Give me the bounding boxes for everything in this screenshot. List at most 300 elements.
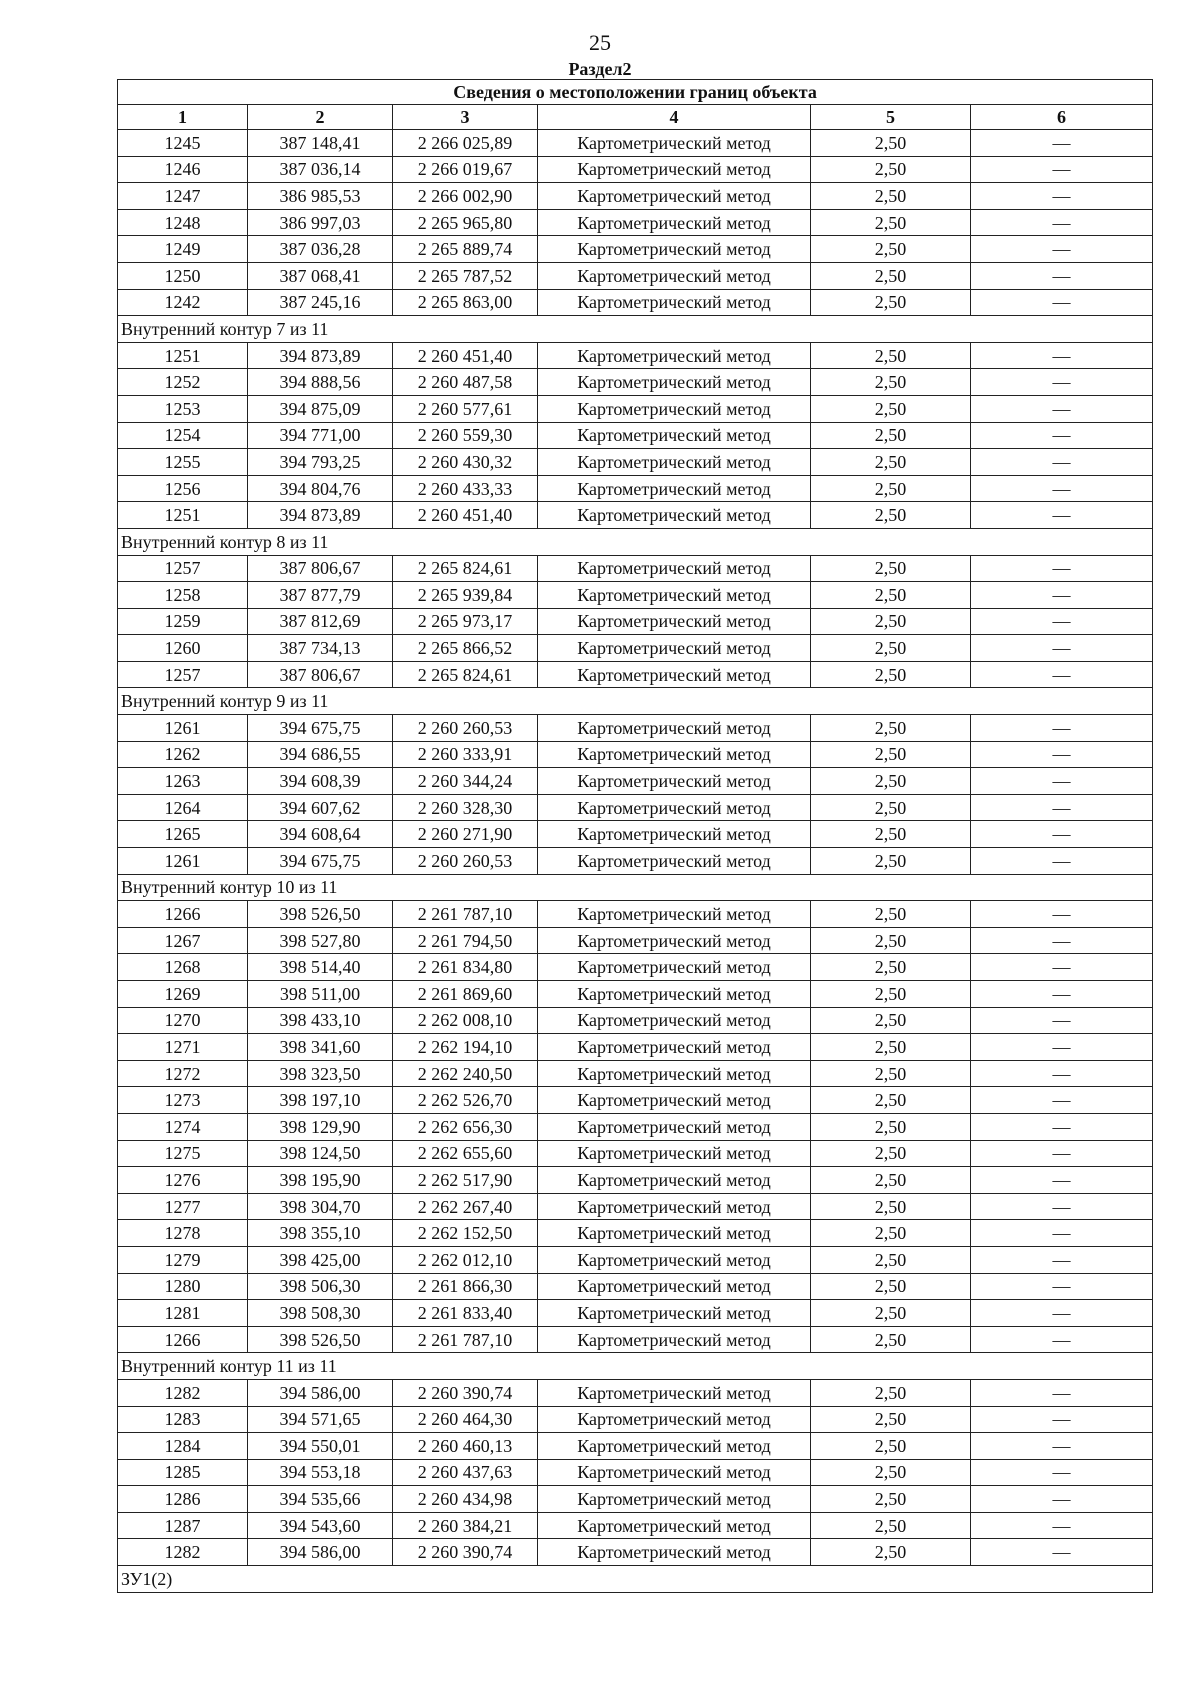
accuracy-cell: 2,50: [811, 821, 971, 848]
point-number-cell: 1250: [118, 262, 248, 289]
description-cell: —: [971, 1060, 1153, 1087]
table-row: [118, 502, 1153, 529]
table-row: [118, 794, 1153, 821]
method-cell: Картометрический метод: [538, 741, 811, 768]
accuracy-cell: 2,50: [811, 502, 971, 529]
method-cell: Картометрический метод: [538, 794, 811, 821]
coordinate-y-cell: 2 260 433,33: [393, 475, 538, 502]
description-cell: —: [971, 981, 1153, 1008]
description-cell: —: [971, 1113, 1153, 1140]
accuracy-cell: 2,50: [811, 156, 971, 183]
coordinate-y-cell: 2 260 271,90: [393, 821, 538, 848]
accuracy-cell: 2,50: [811, 1273, 971, 1300]
table-row: [118, 1246, 1153, 1273]
coordinate-y-cell: 2 265 787,52: [393, 262, 538, 289]
coordinate-x-cell: 394 675,75: [248, 715, 393, 742]
point-number-cell: 1247: [118, 183, 248, 210]
contour-label: Внутренний контур 7 из 11: [118, 316, 1153, 343]
accuracy-cell: 2,50: [811, 1459, 971, 1486]
table-row: [118, 1512, 1153, 1539]
coordinate-x-cell: 387 812,69: [248, 608, 393, 635]
description-cell: —: [971, 1512, 1153, 1539]
accuracy-cell: 2,50: [811, 1512, 971, 1539]
point-number-cell: 1286: [118, 1486, 248, 1513]
method-cell: Картометрический метод: [538, 1246, 811, 1273]
table-row: [118, 1406, 1153, 1433]
table-row: [118, 289, 1153, 316]
coordinate-x-cell: 398 195,90: [248, 1167, 393, 1194]
accuracy-cell: 2,50: [811, 582, 971, 609]
coordinate-y-cell: 2 260 260,53: [393, 848, 538, 875]
contour-label: Внутренний контур 8 из 11: [118, 528, 1153, 555]
coordinate-y-cell: 2 260 460,13: [393, 1433, 538, 1460]
method-cell: Картометрический метод: [538, 209, 811, 236]
point-number-cell: 1252: [118, 369, 248, 396]
coordinate-y-cell: 2 260 451,40: [393, 502, 538, 529]
method-cell: Картометрический метод: [538, 1034, 811, 1061]
coordinate-y-cell: 2 266 002,90: [393, 183, 538, 210]
description-cell: —: [971, 741, 1153, 768]
contour-label: Внутренний контур 11 из 11: [118, 1353, 1153, 1380]
accuracy-cell: 2,50: [811, 1220, 971, 1247]
point-number-cell: 1287: [118, 1512, 248, 1539]
contour-header-row: [118, 874, 1153, 901]
table-row: [118, 1140, 1153, 1167]
coordinate-y-cell: 2 262 267,40: [393, 1193, 538, 1220]
table-row: [118, 661, 1153, 688]
description-cell: —: [971, 794, 1153, 821]
accuracy-cell: 2,50: [811, 635, 971, 662]
point-number-cell: 1276: [118, 1167, 248, 1194]
method-cell: Картометрический метод: [538, 449, 811, 476]
column-number: 3: [393, 105, 538, 130]
coordinate-y-cell: 2 260 451,40: [393, 342, 538, 369]
accuracy-cell: 2,50: [811, 449, 971, 476]
description-cell: —: [971, 1379, 1153, 1406]
coordinate-x-cell: 394 608,39: [248, 768, 393, 795]
coordinate-x-cell: 394 873,89: [248, 502, 393, 529]
coordinate-y-cell: 2 260 390,74: [393, 1379, 538, 1406]
coordinate-x-cell: 398 527,80: [248, 927, 393, 954]
coordinate-y-cell: 2 261 794,50: [393, 927, 538, 954]
table-row: [118, 130, 1153, 157]
method-cell: Картометрический метод: [538, 236, 811, 263]
coordinate-x-cell: 398 197,10: [248, 1087, 393, 1114]
point-number-cell: 1242: [118, 289, 248, 316]
boundary-coordinates-table: [117, 79, 1153, 1593]
description-cell: —: [971, 236, 1153, 263]
point-number-cell: 1245: [118, 130, 248, 157]
accuracy-cell: 2,50: [811, 848, 971, 875]
method-cell: Картометрический метод: [538, 1007, 811, 1034]
coordinate-x-cell: 398 341,60: [248, 1034, 393, 1061]
method-cell: Картометрический метод: [538, 1220, 811, 1247]
method-cell: Картометрический метод: [538, 635, 811, 662]
coordinate-y-cell: 2 260 260,53: [393, 715, 538, 742]
accuracy-cell: 2,50: [811, 369, 971, 396]
description-cell: —: [971, 821, 1153, 848]
description-cell: —: [971, 1220, 1153, 1247]
method-cell: Картометрический метод: [538, 422, 811, 449]
method-cell: Картометрический метод: [538, 1486, 811, 1513]
coordinate-x-cell: 398 355,10: [248, 1220, 393, 1247]
method-cell: Картометрический метод: [538, 369, 811, 396]
table-row: [118, 1326, 1153, 1353]
table-row: [118, 1220, 1153, 1247]
table-row: [118, 1113, 1153, 1140]
method-cell: Картометрический метод: [538, 156, 811, 183]
table-row: [118, 1034, 1153, 1061]
accuracy-cell: 2,50: [811, 475, 971, 502]
coordinate-x-cell: 394 607,62: [248, 794, 393, 821]
point-number-cell: 1269: [118, 981, 248, 1008]
method-cell: Картометрический метод: [538, 130, 811, 157]
point-number-cell: 1273: [118, 1087, 248, 1114]
table-body: [118, 130, 1153, 1593]
point-number-cell: 1257: [118, 555, 248, 582]
accuracy-cell: 2,50: [811, 130, 971, 157]
method-cell: Картометрический метод: [538, 183, 811, 210]
description-cell: —: [971, 927, 1153, 954]
coordinate-y-cell: 2 260 344,24: [393, 768, 538, 795]
point-number-cell: 1256: [118, 475, 248, 502]
contour-label: ЗУ1(2): [118, 1566, 1153, 1593]
method-cell: Картометрический метод: [538, 262, 811, 289]
point-number-cell: 1274: [118, 1113, 248, 1140]
coordinate-y-cell: 2 262 656,30: [393, 1113, 538, 1140]
table-row: [118, 927, 1153, 954]
description-cell: —: [971, 1300, 1153, 1327]
point-number-cell: 1263: [118, 768, 248, 795]
table-row: [118, 582, 1153, 609]
accuracy-cell: 2,50: [811, 1140, 971, 1167]
accuracy-cell: 2,50: [811, 395, 971, 422]
description-cell: —: [971, 1087, 1153, 1114]
description-cell: —: [971, 1406, 1153, 1433]
accuracy-cell: 2,50: [811, 1300, 971, 1327]
accuracy-cell: 2,50: [811, 981, 971, 1008]
table-row: [118, 741, 1153, 768]
description-cell: —: [971, 1326, 1153, 1353]
accuracy-cell: 2,50: [811, 1113, 971, 1140]
coordinate-y-cell: 2 265 866,52: [393, 635, 538, 662]
method-cell: Картометрический метод: [538, 1459, 811, 1486]
point-number-cell: 1282: [118, 1539, 248, 1566]
description-cell: —: [971, 661, 1153, 688]
coordinate-y-cell: 2 262 655,60: [393, 1140, 538, 1167]
description-cell: —: [971, 369, 1153, 396]
table-row: [118, 342, 1153, 369]
coordinate-y-cell: 2 265 889,74: [393, 236, 538, 263]
coordinate-x-cell: 394 550,01: [248, 1433, 393, 1460]
description-cell: —: [971, 555, 1153, 582]
table-row: [118, 1379, 1153, 1406]
accuracy-cell: 2,50: [811, 209, 971, 236]
point-number-cell: 1264: [118, 794, 248, 821]
coordinate-y-cell: 2 261 869,60: [393, 981, 538, 1008]
coordinate-y-cell: 2 260 384,21: [393, 1512, 538, 1539]
description-cell: —: [971, 1273, 1153, 1300]
contour-header-row: [118, 1353, 1153, 1380]
point-number-cell: 1246: [118, 156, 248, 183]
coordinate-y-cell: 2 260 328,30: [393, 794, 538, 821]
coordinate-y-cell: 2 265 824,61: [393, 661, 538, 688]
point-number-cell: 1272: [118, 1060, 248, 1087]
method-cell: Картометрический метод: [538, 1273, 811, 1300]
coordinate-y-cell: 2 262 517,90: [393, 1167, 538, 1194]
table-row: [118, 608, 1153, 635]
table-row: [118, 715, 1153, 742]
coordinate-x-cell: 387 806,67: [248, 555, 393, 582]
accuracy-cell: 2,50: [811, 1167, 971, 1194]
coordinate-x-cell: 387 877,79: [248, 582, 393, 609]
coordinate-x-cell: 394 804,76: [248, 475, 393, 502]
coordinate-x-cell: 398 526,50: [248, 1326, 393, 1353]
method-cell: Картометрический метод: [538, 1193, 811, 1220]
point-number-cell: 1248: [118, 209, 248, 236]
accuracy-cell: 2,50: [811, 927, 971, 954]
coordinate-x-cell: 387 036,28: [248, 236, 393, 263]
coordinate-x-cell: 386 997,03: [248, 209, 393, 236]
point-number-cell: 1285: [118, 1459, 248, 1486]
coordinate-y-cell: 2 260 577,61: [393, 395, 538, 422]
point-number-cell: 1278: [118, 1220, 248, 1247]
description-cell: —: [971, 342, 1153, 369]
table-row: [118, 768, 1153, 795]
coordinate-x-cell: 398 304,70: [248, 1193, 393, 1220]
accuracy-cell: 2,50: [811, 1433, 971, 1460]
table-row: [118, 236, 1153, 263]
accuracy-cell: 2,50: [811, 1087, 971, 1114]
table-row: [118, 449, 1153, 476]
coordinate-y-cell: 2 262 012,10: [393, 1246, 538, 1273]
description-cell: —: [971, 635, 1153, 662]
description-cell: —: [971, 1433, 1153, 1460]
method-cell: Картометрический метод: [538, 289, 811, 316]
accuracy-cell: 2,50: [811, 741, 971, 768]
table-row: [118, 1060, 1153, 1087]
description-cell: —: [971, 289, 1153, 316]
description-cell: —: [971, 156, 1153, 183]
point-number-cell: 1281: [118, 1300, 248, 1327]
point-number-cell: 1280: [118, 1273, 248, 1300]
accuracy-cell: 2,50: [811, 236, 971, 263]
method-cell: Картометрический метод: [538, 608, 811, 635]
page-number: 25: [589, 30, 611, 55]
coordinate-x-cell: 398 508,30: [248, 1300, 393, 1327]
table-row: [118, 635, 1153, 662]
coordinate-x-cell: 386 985,53: [248, 183, 393, 210]
point-number-cell: 1251: [118, 502, 248, 529]
description-cell: —: [971, 1246, 1153, 1273]
table-row: [118, 1486, 1153, 1513]
table-row: [118, 1300, 1153, 1327]
description-cell: —: [971, 262, 1153, 289]
contour-label: Внутренний контур 10 из 11: [118, 874, 1153, 901]
coordinate-x-cell: 387 068,41: [248, 262, 393, 289]
coordinate-y-cell: 2 266 025,89: [393, 130, 538, 157]
method-cell: Картометрический метод: [538, 1087, 811, 1114]
table-row: [118, 156, 1153, 183]
accuracy-cell: 2,50: [811, 661, 971, 688]
point-number-cell: 1271: [118, 1034, 248, 1061]
coordinate-y-cell: 2 265 863,00: [393, 289, 538, 316]
accuracy-cell: 2,50: [811, 1193, 971, 1220]
point-number-cell: 1282: [118, 1379, 248, 1406]
accuracy-cell: 2,50: [811, 1539, 971, 1566]
method-cell: Картометрический метод: [538, 342, 811, 369]
table-row: [118, 1167, 1153, 1194]
table-row: [118, 262, 1153, 289]
method-cell: Картометрический метод: [538, 848, 811, 875]
table-row: [118, 209, 1153, 236]
method-cell: Картометрический метод: [538, 1379, 811, 1406]
method-cell: Картометрический метод: [538, 1512, 811, 1539]
point-number-cell: 1268: [118, 954, 248, 981]
accuracy-cell: 2,50: [811, 1007, 971, 1034]
description-cell: —: [971, 582, 1153, 609]
coordinate-x-cell: 398 323,50: [248, 1060, 393, 1087]
table-row: [118, 1273, 1153, 1300]
method-cell: Картометрический метод: [538, 1113, 811, 1140]
coordinate-y-cell: 2 260 559,30: [393, 422, 538, 449]
coordinate-y-cell: 2 262 526,70: [393, 1087, 538, 1114]
description-cell: —: [971, 1167, 1153, 1194]
contour-header-row: [118, 688, 1153, 715]
section-title: Раздел2: [568, 59, 632, 79]
description-cell: —: [971, 715, 1153, 742]
accuracy-cell: 2,50: [811, 768, 971, 795]
description-cell: —: [971, 502, 1153, 529]
point-number-cell: 1259: [118, 608, 248, 635]
column-number: 2: [248, 105, 393, 130]
coordinate-y-cell: 2 266 019,67: [393, 156, 538, 183]
coordinate-x-cell: 394 608,64: [248, 821, 393, 848]
table-row: [118, 981, 1153, 1008]
coordinate-y-cell: 2 261 833,40: [393, 1300, 538, 1327]
table-row: [118, 901, 1153, 928]
coordinate-x-cell: 398 425,00: [248, 1246, 393, 1273]
description-cell: —: [971, 449, 1153, 476]
contour-label: Внутренний контур 9 из 11: [118, 688, 1153, 715]
accuracy-cell: 2,50: [811, 289, 971, 316]
coordinate-x-cell: 387 734,13: [248, 635, 393, 662]
coordinate-x-cell: 398 526,50: [248, 901, 393, 928]
coordinate-y-cell: 2 262 194,10: [393, 1034, 538, 1061]
coordinate-y-cell: 2 262 008,10: [393, 1007, 538, 1034]
method-cell: Картометрический метод: [538, 395, 811, 422]
description-cell: —: [971, 768, 1153, 795]
point-number-cell: 1267: [118, 927, 248, 954]
point-number-cell: 1258: [118, 582, 248, 609]
method-cell: Картометрический метод: [538, 661, 811, 688]
coordinate-y-cell: 2 260 434,98: [393, 1486, 538, 1513]
description-cell: —: [971, 848, 1153, 875]
table-row: [118, 1433, 1153, 1460]
accuracy-cell: 2,50: [811, 555, 971, 582]
column-number: 4: [538, 105, 811, 130]
table-row: [118, 954, 1153, 981]
coordinate-y-cell: 2 260 464,30: [393, 1406, 538, 1433]
table-row: [118, 1539, 1153, 1566]
coordinate-y-cell: 2 261 834,80: [393, 954, 538, 981]
point-number-cell: 1260: [118, 635, 248, 662]
description-cell: —: [971, 422, 1153, 449]
description-cell: —: [971, 1034, 1153, 1061]
method-cell: Картометрический метод: [538, 715, 811, 742]
coordinate-x-cell: 394 553,18: [248, 1459, 393, 1486]
contour-header-row: [118, 528, 1153, 555]
coordinate-y-cell: 2 261 787,10: [393, 1326, 538, 1353]
description-cell: —: [971, 1539, 1153, 1566]
description-cell: —: [971, 954, 1153, 981]
description-cell: —: [971, 395, 1153, 422]
table-row: [118, 395, 1153, 422]
coordinate-x-cell: 394 888,56: [248, 369, 393, 396]
description-cell: —: [971, 1459, 1153, 1486]
coordinate-x-cell: 394 586,00: [248, 1539, 393, 1566]
accuracy-cell: 2,50: [811, 1246, 971, 1273]
point-number-cell: 1265: [118, 821, 248, 848]
point-number-cell: 1270: [118, 1007, 248, 1034]
coordinate-y-cell: 2 260 437,63: [393, 1459, 538, 1486]
description-cell: —: [971, 608, 1153, 635]
table-row: [118, 1459, 1153, 1486]
point-number-cell: 1253: [118, 395, 248, 422]
accuracy-cell: 2,50: [811, 342, 971, 369]
coordinate-x-cell: 398 129,90: [248, 1113, 393, 1140]
table-row: [118, 1193, 1153, 1220]
point-number-cell: 1279: [118, 1246, 248, 1273]
method-cell: Картометрический метод: [538, 821, 811, 848]
accuracy-cell: 2,50: [811, 901, 971, 928]
coordinate-x-cell: 394 793,25: [248, 449, 393, 476]
table-row: [118, 1007, 1153, 1034]
coordinate-y-cell: 2 260 333,91: [393, 741, 538, 768]
point-number-cell: 1249: [118, 236, 248, 263]
coordinate-y-cell: 2 265 965,80: [393, 209, 538, 236]
table-row: [118, 422, 1153, 449]
coordinate-x-cell: 398 506,30: [248, 1273, 393, 1300]
method-cell: Картометрический метод: [538, 1326, 811, 1353]
coordinate-x-cell: 394 686,55: [248, 741, 393, 768]
coordinate-x-cell: 394 571,65: [248, 1406, 393, 1433]
coordinate-x-cell: 394 535,66: [248, 1486, 393, 1513]
accuracy-cell: 2,50: [811, 1486, 971, 1513]
coordinate-x-cell: 394 875,09: [248, 395, 393, 422]
contour-header-row: [118, 316, 1153, 343]
accuracy-cell: 2,50: [811, 1326, 971, 1353]
point-number-cell: 1277: [118, 1193, 248, 1220]
accuracy-cell: 2,50: [811, 608, 971, 635]
table-row: [118, 848, 1153, 875]
point-number-cell: 1283: [118, 1406, 248, 1433]
coordinate-x-cell: 387 036,14: [248, 156, 393, 183]
coordinate-y-cell: 2 262 240,50: [393, 1060, 538, 1087]
method-cell: Картометрический метод: [538, 1433, 811, 1460]
accuracy-cell: 2,50: [811, 954, 971, 981]
accuracy-cell: 2,50: [811, 1060, 971, 1087]
table-row: [118, 555, 1153, 582]
coordinate-x-cell: 398 433,10: [248, 1007, 393, 1034]
method-cell: Картометрический метод: [538, 1167, 811, 1194]
coordinate-y-cell: 2 265 824,61: [393, 555, 538, 582]
description-cell: —: [971, 1193, 1153, 1220]
accuracy-cell: 2,50: [811, 1406, 971, 1433]
method-cell: Картометрический метод: [538, 1406, 811, 1433]
description-cell: —: [971, 1140, 1153, 1167]
coordinate-x-cell: 394 771,00: [248, 422, 393, 449]
